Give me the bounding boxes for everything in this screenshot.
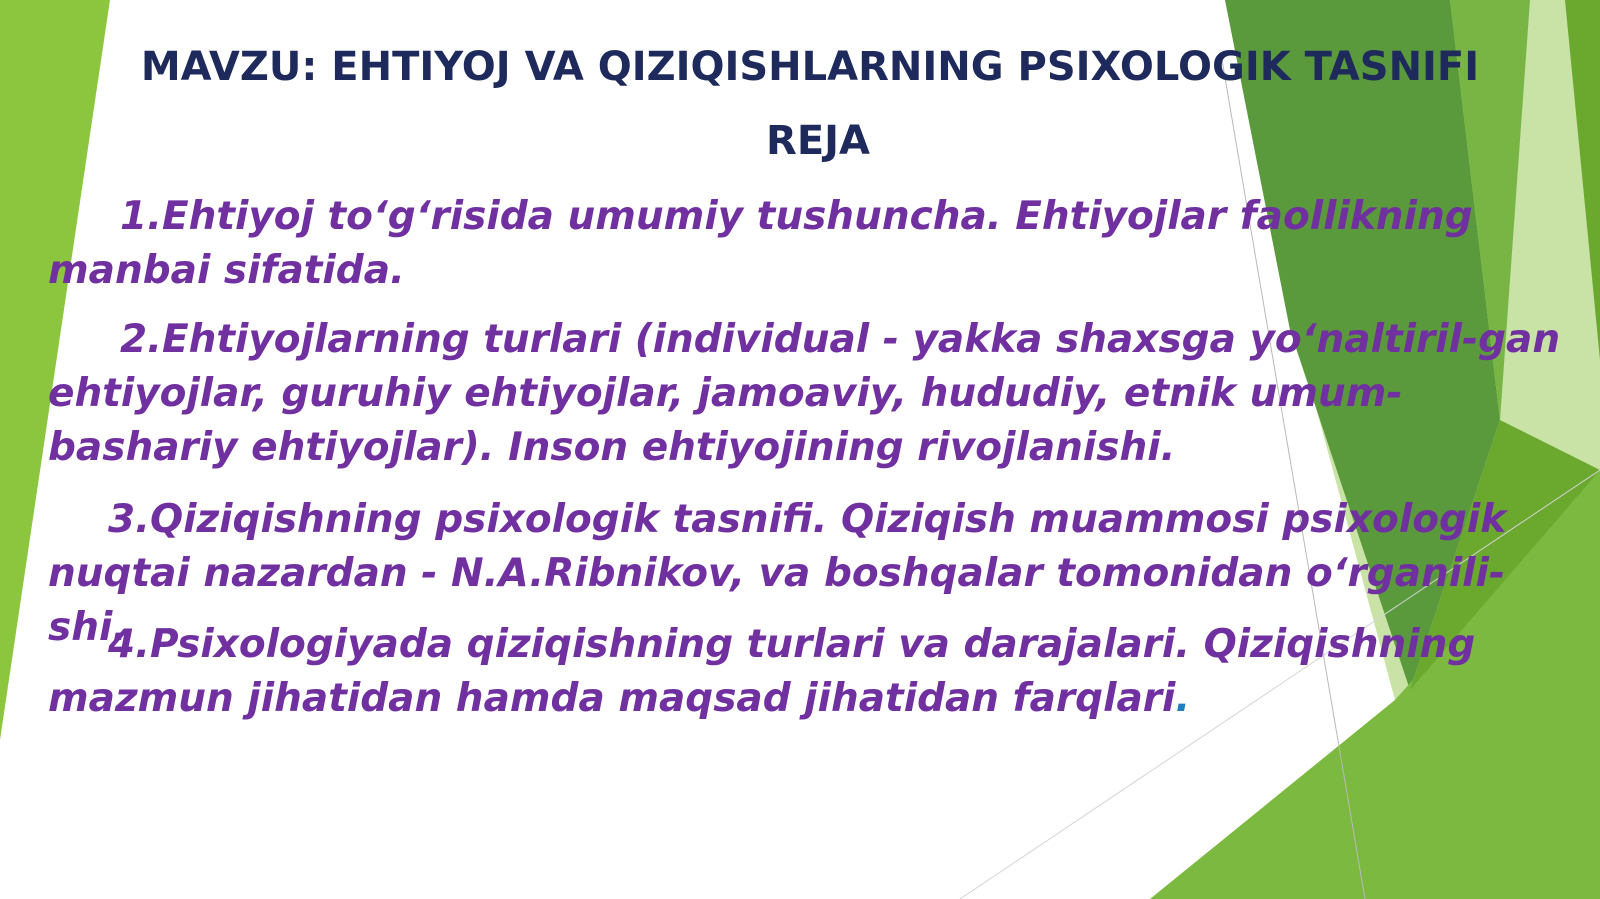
plan-item-3-text: 3.Qiziqishning psixologik tasnifi. Qiziqish muammosi psixologik nuqtai nazardan - N.A.Ribnikov, va boshqalar tomonidan o‘rganili-shi. xyxy=(48,497,1507,650)
plan-item-1 xyxy=(48,190,1563,298)
slide-subtitle: REJA xyxy=(766,118,870,164)
plan-item-2-text: 2.Ehtiyojlarning turlari (individual - yakka shaxsga yo‘naltiril-gan ehtiyojlar, guruhiy ehtiyojlar, jamoaviy, hududiy, etnik umum-bashariy ehtiyojlar). Inson ehtiyojining rivojlanishi. xyxy=(48,317,1561,470)
slide-title: MAVZU: EHTIYOJ VA QIZIQISHLARNING PSIXOLOGIK TASNIFI xyxy=(140,44,1480,90)
plan-item-2 xyxy=(48,313,1563,475)
plan-item-4-text: 4.Psixologiyada qiziqishning turlari va darajalari. Qiziqishning mazmun jihatidan hamda maqsad jihatidan farqlari xyxy=(48,622,1476,721)
plan-item-1-text: 1.Ehtiyoj to‘g‘risida umumiy tushuncha. Ehtiyojlar faollikning manbai sifatida. xyxy=(48,194,1473,293)
plan-item-4-trailing-dot: . xyxy=(1175,676,1191,721)
plan-item-4 xyxy=(48,618,1563,726)
